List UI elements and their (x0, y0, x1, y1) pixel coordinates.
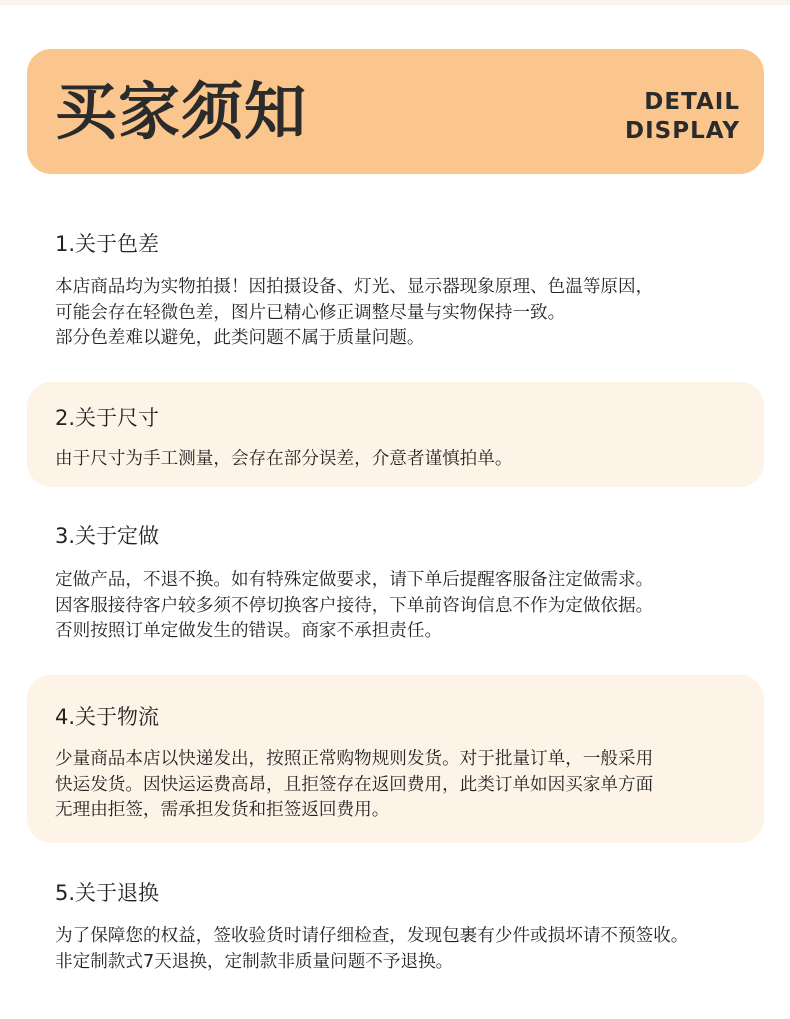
header-subtitle-line-2: DISPLAY (625, 118, 740, 144)
section-logistics (27, 675, 764, 843)
section-size (27, 382, 764, 487)
section-text-line: 由于尺寸为手工测量，会存在部分误差，介意者谨慎拍单。 (55, 449, 513, 469)
section-title: 4.关于物流 (55, 705, 160, 729)
section-body (55, 568, 767, 645)
section-returns (27, 862, 764, 1002)
page-title: 买家须知 (55, 75, 308, 148)
section-text-line: 快运发货。因快运运费高昂，且拒签存在返回费用，此类订单如因买家单方面 (55, 774, 654, 795)
top-strip (0, 0, 790, 5)
section-body (55, 747, 767, 824)
section-text-line: 否则按照订单定做发生的错误。商家不承担责任。 (55, 621, 443, 641)
section-text-line: 本店商品均为实物拍摄！因拍摄设备、灯光、显示器现象原理、色温等原因， (55, 277, 654, 297)
section-text-line: 因客服接待客户较多须不停切换客户接待，下单前咨询信息不作为定做依据。 (55, 595, 654, 616)
header-subtitle-line-1: DETAIL (644, 89, 740, 115)
section-text-line: 可能会存在轻微色差，图片已精心修正调整尽量与实物保持一致。 (55, 302, 566, 323)
section-text-line: 部分色差难以避免，此类问题不属于质量问题。 (55, 328, 425, 348)
section-title: 5.关于退换 (55, 881, 160, 905)
section-text-line: 非定制款式7天退换，定制款非质量问题不予退换。 (55, 951, 454, 972)
section-body (55, 447, 767, 473)
section-color-difference (27, 211, 764, 361)
header-banner (27, 49, 764, 174)
section-text-line: 少量商品本店以快递发出，按照正常购物规则发货。对于批量订单，一般采用 (55, 749, 654, 769)
section-custom-orders (27, 505, 764, 657)
section-text-line: 为了保障您的权益，签收验货时请仔细检查，发现包裹有少件或损坏请不预签收。 (55, 926, 689, 946)
section-title: 1.关于色差 (55, 232, 160, 256)
section-title: 3.关于定做 (55, 524, 160, 548)
section-body (55, 924, 767, 975)
header-subtitle (625, 88, 740, 146)
section-body (55, 275, 767, 352)
section-title: 2.关于尺寸 (55, 406, 160, 430)
section-text-line: 无理由拒签，需承担发货和拒签返回费用。 (55, 800, 390, 820)
section-text-line: 定做产品，不退不换。如有特殊定做要求，请下单后提醒客服备注定做需求。 (55, 570, 654, 590)
